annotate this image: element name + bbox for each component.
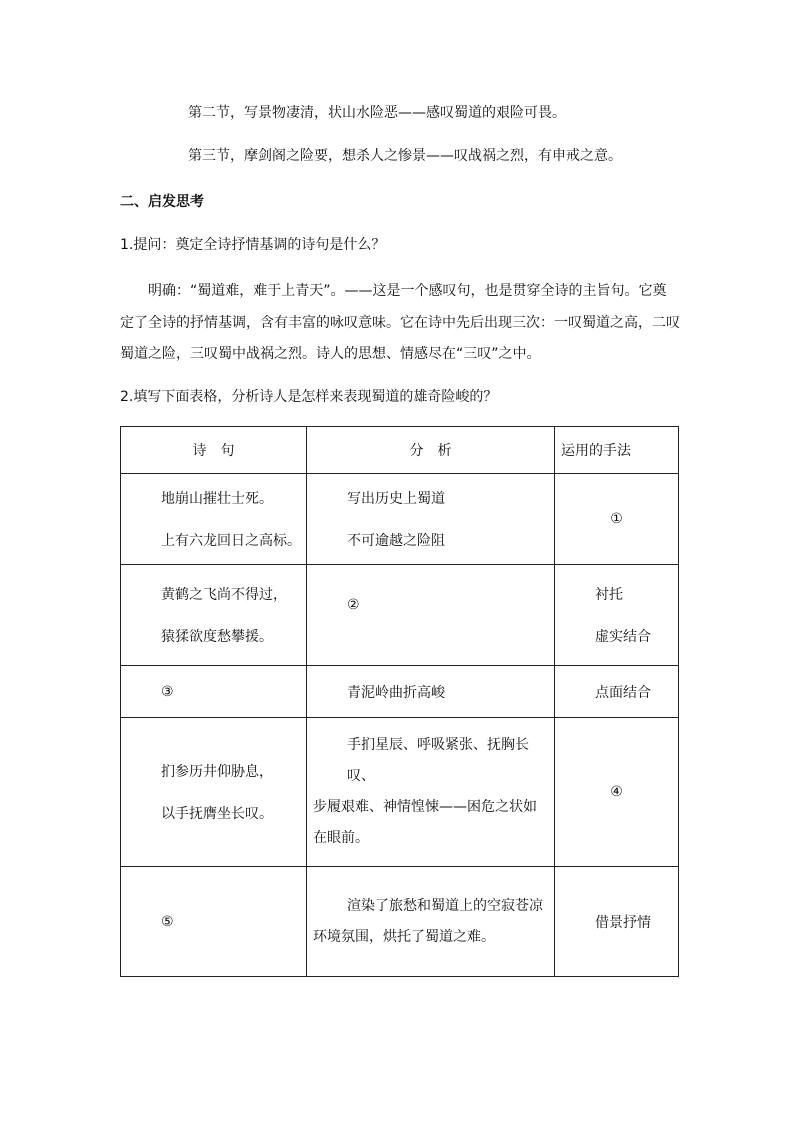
answer-1-line-3: 蜀道之险，三叹蜀中战祸之烈。诗人的思想、情感尽在“三叹”之中。 bbox=[120, 346, 541, 362]
answer-1-line-2: 定了全诗的抒情基调，含有丰富的咏叹意味。它在诗中先后出现三次：一叹蜀道之高，二叹 bbox=[120, 315, 680, 331]
method-line: 衬托 bbox=[595, 587, 623, 603]
poem-text: ⑤ bbox=[161, 913, 174, 930]
cell-poem bbox=[121, 867, 307, 977]
header-poem bbox=[121, 427, 307, 474]
poem-line: 以手抚膺坐长叹。 bbox=[161, 806, 273, 822]
intro-line-2: 第三节，摩剑阁之险要，想杀人之惨景——叹战祸之烈，有申戒之意。 bbox=[188, 148, 622, 164]
analysis-text: 青泥岭曲折高峻 bbox=[347, 684, 445, 701]
cell-method bbox=[555, 718, 679, 867]
method-text: 借景抒情 bbox=[595, 914, 651, 931]
poem-line: 上有六龙回日之高标。 bbox=[161, 533, 301, 549]
cell-poem bbox=[121, 718, 307, 867]
header-analysis-label: 分 析 bbox=[409, 443, 452, 459]
cell-analysis bbox=[307, 867, 555, 977]
method-text: 点面结合 bbox=[595, 684, 651, 701]
poem-line: 猿猱欲度愁攀援。 bbox=[161, 629, 273, 645]
table-row bbox=[121, 867, 679, 977]
cell-method bbox=[555, 666, 679, 718]
table-row bbox=[121, 666, 679, 718]
cell-poem bbox=[121, 565, 307, 666]
cell-analysis bbox=[307, 718, 555, 867]
poem-line: 扪参历井仰胁息， bbox=[161, 764, 273, 780]
poem-line: 地崩山摧壮士死。 bbox=[161, 491, 273, 507]
header-poem-label: 诗 句 bbox=[192, 443, 235, 459]
cell-method bbox=[555, 565, 679, 666]
cell-poem bbox=[121, 474, 307, 565]
header-method bbox=[555, 427, 679, 474]
method-text: ④ bbox=[610, 784, 623, 800]
analysis-line: 渲染了旅愁和蜀道上的空寂苍凉 bbox=[347, 897, 543, 914]
analysis-line: 写出历史上蜀道 bbox=[347, 491, 445, 507]
analysis-line: 步履艰难、神情惶悚——困危之状如 bbox=[313, 799, 537, 815]
intro-line-1: 第二节，写景物凄清，状山水险恶——感叹蜀道的艰险可畏。 bbox=[188, 105, 566, 121]
analysis-table bbox=[120, 426, 679, 977]
poem-text: ③ bbox=[161, 683, 174, 700]
cell-poem bbox=[121, 666, 307, 718]
cell-analysis bbox=[307, 474, 555, 565]
table-header-row bbox=[121, 427, 679, 474]
method-text: ① bbox=[610, 511, 623, 527]
cell-method bbox=[555, 867, 679, 977]
poem-line: 黄鹤之飞尚不得过， bbox=[161, 587, 287, 603]
cell-method bbox=[555, 474, 679, 565]
cell-analysis bbox=[307, 565, 555, 666]
analysis-line: 不可逾越之险阻 bbox=[347, 533, 445, 549]
table-row bbox=[121, 718, 679, 867]
section-heading: 二、启发思考 bbox=[120, 194, 204, 210]
header-method-label: 运用的手法 bbox=[561, 443, 631, 459]
table-row bbox=[121, 565, 679, 666]
analysis-text: ② bbox=[347, 597, 360, 613]
analysis-line: 手扪星辰、呼吸紧张、抚胸长叹、 bbox=[347, 737, 529, 784]
table-row bbox=[121, 474, 679, 565]
answer-1-line-1: 明确：“蜀道难，难于上青天”。——这是一个感叹句，也是贯穿全诗的主旨句。它奠 bbox=[148, 283, 667, 299]
method-line: 虚实结合 bbox=[595, 629, 651, 645]
analysis-line: 环境氛围，烘托了蜀道之难。 bbox=[313, 928, 495, 945]
cell-analysis bbox=[307, 666, 555, 718]
question-1: 1.提问：奠定全诗抒情基调的诗句是什么？ bbox=[120, 237, 386, 253]
header-analysis bbox=[307, 427, 555, 474]
analysis-line: 在眼前。 bbox=[313, 830, 369, 846]
question-2: 2.填写下面表格，分析诗人是怎样来表现蜀道的雄奇险峻的？ bbox=[120, 389, 498, 405]
